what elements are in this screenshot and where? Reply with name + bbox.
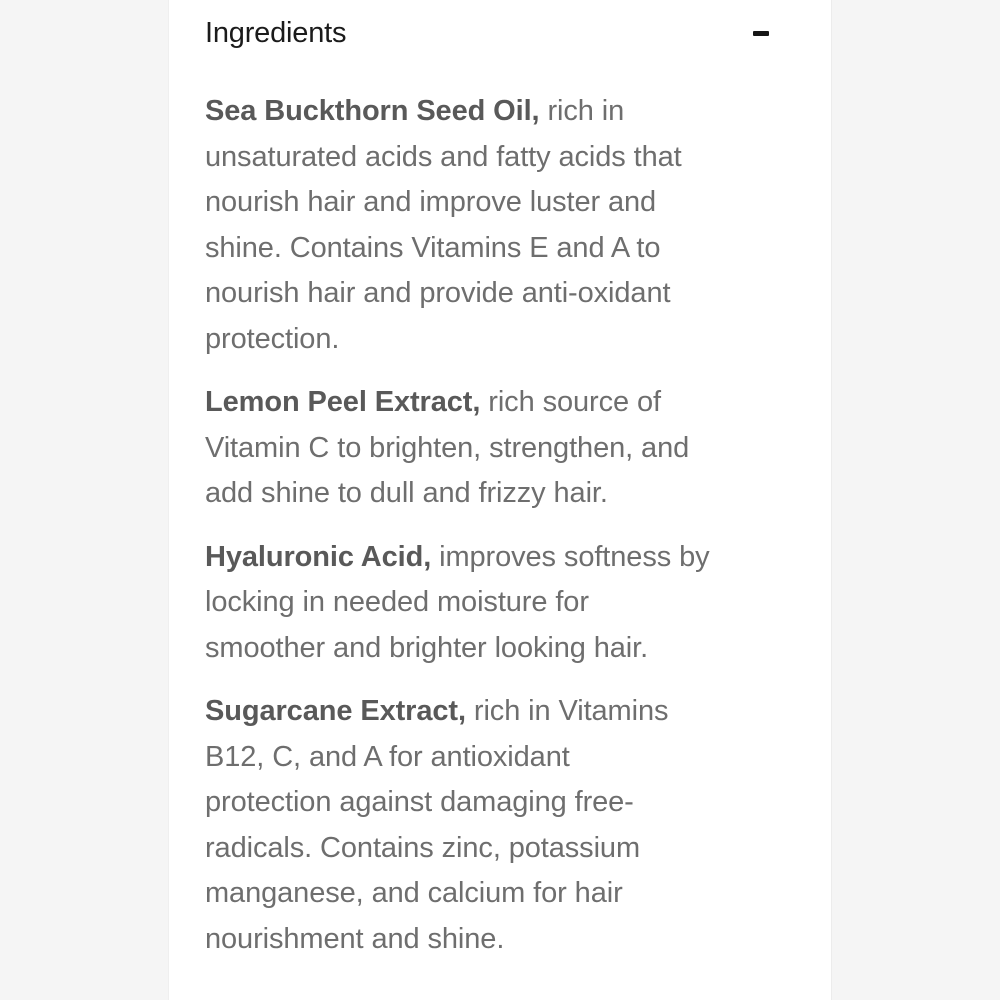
ingredient-name: Hyaluronic Acid, bbox=[205, 540, 432, 573]
collapse-toggle-button[interactable] bbox=[753, 23, 769, 44]
ingredient-description: rich source of Vitamin C to brighten, strengthen, and add shine to dull and frizzy hair. bbox=[205, 386, 690, 509]
ingredient-description: rich in Vitamins B12, C, and A for antioxidant protection against damaging free- radicals. Contains zinc, potassium manganese, and calcium for hair nourishment and shine. bbox=[205, 695, 669, 955]
ingredient-name: Sugarcane Extract, bbox=[205, 695, 466, 727]
minus-icon bbox=[753, 31, 769, 36]
ingredients-section bbox=[169, 54, 831, 962]
ingredient-paragraph bbox=[205, 535, 805, 672]
accordion-header-ingredients[interactable] bbox=[169, 10, 831, 54]
ingredient-paragraph bbox=[205, 689, 805, 962]
ingredient-name: Sea Buckthorn Seed Oil, bbox=[205, 95, 540, 127]
content-panel bbox=[168, 0, 832, 1000]
ingredient-description: improves softness by locking in needed moisture for smoother and brighter looking hair. bbox=[205, 540, 710, 664]
ingredient-name: Lemon Peel Extract, bbox=[205, 386, 481, 418]
ingredient-paragraph bbox=[205, 89, 805, 362]
accordion-title: Ingredients bbox=[205, 17, 347, 49]
ingredient-description: rich in unsaturated acids and fatty acids that nourish hair and improve luster and shine. Contains Vitamins E and A to nourish hair and provide anti-oxidant protection. bbox=[205, 95, 682, 355]
ingredient-paragraph bbox=[205, 380, 805, 517]
